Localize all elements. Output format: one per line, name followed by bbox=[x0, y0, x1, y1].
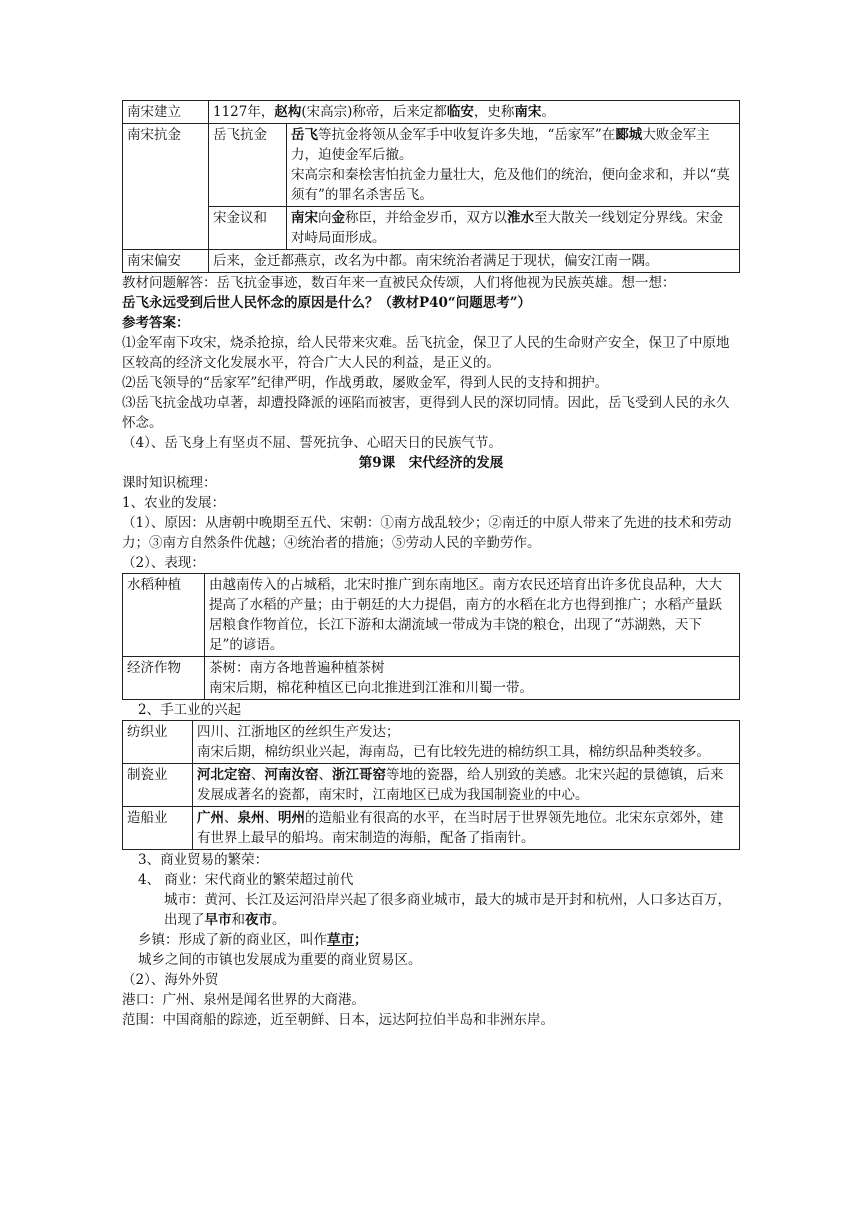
table-row bbox=[123, 657, 740, 700]
commerce-city: 城市：黄河、长江及运河沿岸兴起了很多商业城市，最大的城市是开封和杭州，人口多达百万，出现了早市和夜市。 bbox=[164, 892, 731, 928]
row-label: 南宋抗金 bbox=[123, 124, 209, 250]
overseas-range: 范围：中国商船的踪迹，近至朝鲜、日本，远达阿拉伯半岛和非洲东岸。 bbox=[122, 1012, 554, 1028]
row-content: 岳飞等抗金将领从金军手中收复许多失地，“岳家军”在郾城大败金军主力，迫使金军后撤。 宋高宗和秦桧害怕抗金力量壮大，危及他们的统治，便向金求和，并以“莫须有”的罪名杀害岳飞。 bbox=[287, 124, 740, 207]
document-page bbox=[122, 100, 740, 1030]
row-label: 南宋偏安 bbox=[123, 250, 209, 273]
commerce-town: 乡镇：形成了新的商业区，叫作草市； bbox=[138, 932, 368, 948]
overseas-heading: （2）、海外外贸 bbox=[122, 972, 219, 988]
row-content: 茶树：南方各地普遍种植茶树 南宋后期，棉花种植区已向北推进到江淮和川蜀一带。 bbox=[205, 657, 740, 700]
table-row bbox=[123, 574, 740, 657]
sub-label: 宋金议和 bbox=[209, 207, 287, 250]
commerce-heading: 4、 商业：宋代商业的繁荣超过前代 bbox=[138, 872, 354, 888]
answer-4: （4）、岳飞身上有坚贞不屈、誓死抗争、心昭天日的民族气节。 bbox=[122, 435, 502, 451]
overseas-port: 港口：广州、泉州是闻名世界的大商港。 bbox=[122, 992, 365, 1008]
sub-label: 岳飞抗金 bbox=[209, 124, 287, 207]
table-row bbox=[123, 207, 740, 250]
answer-label: 参考答案： bbox=[122, 315, 190, 331]
section-commerce: 3、商业贸易的繁荣： bbox=[138, 852, 269, 868]
row-label: 南宋建立 bbox=[123, 101, 209, 124]
row-content: 后来，金迁都燕京，改名为中都。南宋统治者满足于现状，偏安江南一隅。 bbox=[209, 250, 740, 273]
row-content: 河北定窑、河南汝窑、浙江哥窑等地的瓷器，给人别致的美感。北宋兴起的景德镇，后来发展成著名的瓷都，南宋时，江南地区已成为我国制瓷业的中心。 bbox=[193, 764, 740, 807]
lesson-subtitle: 课时知识梳理： bbox=[122, 475, 217, 491]
section-handicraft: 2、手工业的兴起 bbox=[138, 702, 242, 718]
table-row bbox=[123, 807, 740, 850]
row-content: 1127年，赵构(宋高宗)称帝，后来定都临安，史称南宋。 bbox=[209, 101, 740, 124]
southern-song-table bbox=[122, 100, 740, 273]
section-agriculture: 1、农业的发展： bbox=[122, 495, 226, 511]
table-row bbox=[123, 101, 740, 124]
table-row bbox=[123, 721, 740, 764]
row-content: 南宋向金称臣，并给金岁币，双方以淮水至大散关一线划定分界线。宋金对峙局面形成。 bbox=[287, 207, 740, 250]
commerce-between: 城乡之间的市镇也发展成为重要的商业贸易区。 bbox=[138, 952, 422, 968]
agriculture-performance: （2）、表现： bbox=[122, 555, 205, 571]
answer-1: ⑴金军南下攻宋，烧杀抢掠，给人民带来灾难。岳飞抗金，保卫了人民的生命财产安全，保卫了中原地区较高的经济文化发展水平，符合广大人民的利益，是正义的。 bbox=[122, 335, 730, 371]
row-label: 造船业 bbox=[123, 807, 193, 850]
row-label: 水稻种植 bbox=[123, 574, 205, 657]
row-label: 制瓷业 bbox=[123, 764, 193, 807]
answer-3: ⑶岳飞抗金战功卓著，却遭投降派的诬陷而被害，更得到人民的深切同情。因此，岳飞受到人民的永久怀念。 bbox=[122, 395, 730, 431]
row-content: 广州、泉州、明州的造船业有很高的水平，在当时居于世界领先地位。北宋东京郊外，建有世界上最早的船坞。南宋制造的海船，配备了指南针。 bbox=[193, 807, 740, 850]
agriculture-reasons: （1）、原因：从唐朝中晚期至五代、宋朝：①南方战乱较少；②南迁的中原人带来了先进的技术和劳动力；③南方自然条件优越；④统治者的措施；⑤劳动人民的辛勤劳作。 bbox=[122, 515, 732, 551]
table-row bbox=[123, 124, 740, 207]
row-content: 四川、江浙地区的丝织生产发达； 南宋后期，棉纺织业兴起，海南岛，已有比较先进的棉纺织工具，棉纺织品种类较多。 bbox=[193, 721, 740, 764]
qa-intro: 教材问题解答：岳飞抗金事迹，数百年来一直被民众传颂，人们将他视为民族英雄。想一想： bbox=[122, 275, 676, 291]
row-label: 经济作物 bbox=[123, 657, 205, 700]
table-row bbox=[123, 250, 740, 273]
lesson-title: 第9课 宋代经济的发展 bbox=[358, 455, 504, 471]
table-row bbox=[123, 764, 740, 807]
row-content: 由越南传入的占城稻，北宋时推广到东南地区。南方农民还培育出许多优良品种，大大提高了水稻的产量；由于朝廷的大力提倡，南方的水稻在北方也得到推广；水稻产量跃居粮食作物首位，长江下游和太湖流域一带成为丰饶的粮仓，出现了“苏湖熟，天下足”的谚语。 bbox=[205, 574, 740, 657]
qa-question: 岳飞永远受到后世人民怀念的原因是什么？（教材P40“问题思考”） bbox=[122, 295, 531, 311]
row-label: 纺织业 bbox=[123, 721, 193, 764]
answer-2: ⑵岳飞领导的“岳家军”纪律严明，作战勇敢，屡败金军，得到人民的支持和拥护。 bbox=[122, 375, 609, 391]
agriculture-table bbox=[122, 573, 740, 700]
handicraft-table bbox=[122, 720, 740, 850]
